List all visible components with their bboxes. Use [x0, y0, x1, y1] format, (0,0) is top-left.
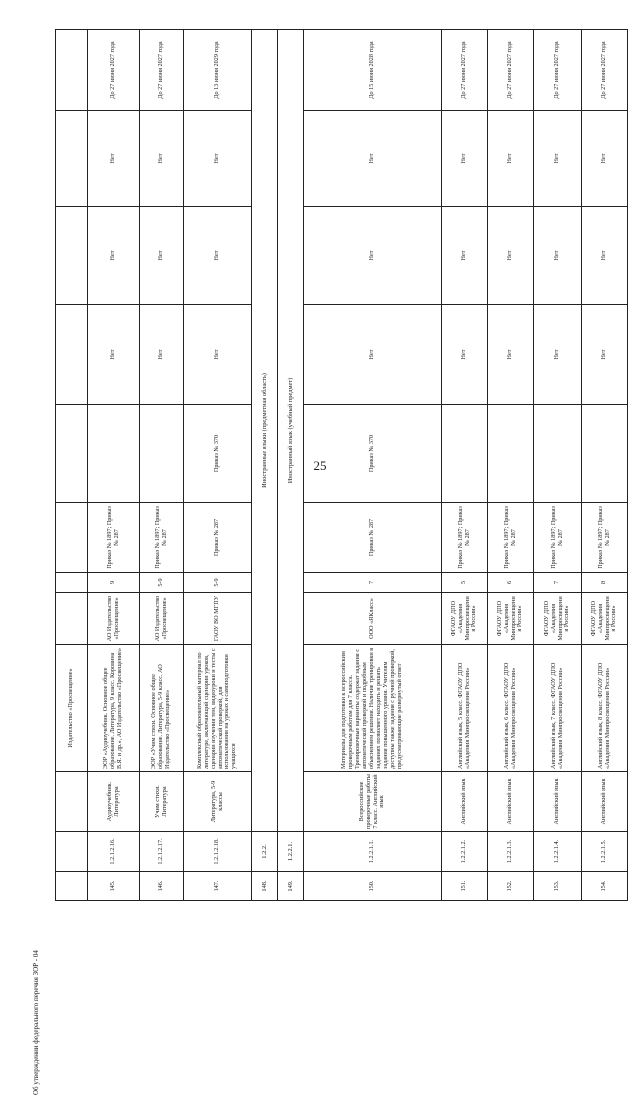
- table-cell: Английский язык, 7 класс. ФГАОУ ДПО «Академия Минпросвещения России»: [534, 645, 582, 772]
- table-cell: АО Издательство «Просвещение»: [88, 593, 140, 645]
- table-cell: Нет: [184, 111, 252, 207]
- table-cell: Английский язык: [488, 772, 534, 832]
- table-cell: Приказ № 1897; Приказ № 287: [88, 503, 140, 573]
- table-cell: Английский язык: [534, 772, 582, 832]
- table-cell: [56, 832, 88, 872]
- publisher-fragment: Издательство «Просвещение»: [56, 645, 88, 772]
- table-cell: 1.2.2.1.4.: [534, 832, 582, 872]
- table-cell: До 27 июня 2027 года: [488, 30, 534, 111]
- table-cell: 148.: [252, 872, 278, 901]
- table-cell: Приказ № 287: [304, 503, 442, 573]
- table-cell: 1.2.2.1.5.: [582, 832, 628, 872]
- table-cell: [56, 772, 88, 832]
- table-cell: До 15 июня 2028 года: [304, 30, 442, 111]
- table-cell: Приказ № 287: [184, 503, 252, 573]
- table-cell: [56, 503, 88, 573]
- table-cell: Нет: [488, 207, 534, 305]
- table-cell: Нет: [582, 207, 628, 305]
- table-cell: 146.: [140, 872, 184, 901]
- table-cell: 149.: [278, 872, 304, 901]
- table-cell: [488, 405, 534, 503]
- table-cell: Приказ № 1897; Приказ № 287: [488, 503, 534, 573]
- page-number: 25: [313, 458, 327, 473]
- table-cell: 153.: [534, 872, 582, 901]
- table-cell: Комплексный образовательный материал по литературе, включающий сценарии уроков, сценарии изучения тем, видеоуроки и тесты с автоматической проверкой, для использования на уроках и самоподготовки учащихся: [184, 645, 252, 772]
- table-cell: Нет: [534, 207, 582, 305]
- table-cell: 9: [88, 573, 140, 593]
- table-row: [488, 30, 534, 901]
- table-cell: Нет: [304, 207, 442, 305]
- section-heading: Иностранный язык (учебный предмет): [278, 30, 304, 832]
- table-cell: [56, 872, 88, 901]
- table-cell: До 27 июня 2027 года: [442, 30, 488, 111]
- table-cell: Нет: [442, 305, 488, 405]
- table-cell: Английский язык: [442, 772, 488, 832]
- table-cell: Нет: [442, 207, 488, 305]
- table-cell: ЭОР «Учим стихи. Основное общее образование. Литература, 5-9 класс. АО Издательство «Просвещение»: [140, 645, 184, 772]
- section-row: [278, 30, 304, 901]
- table-row: [442, 30, 488, 901]
- table-cell: 1.2.2.1.3.: [488, 832, 534, 872]
- table-cell: ФГАОУ ДПО «Академия Минпросвещения России»: [442, 593, 488, 645]
- table-cell: Нет: [184, 305, 252, 405]
- table-cell: 5: [442, 573, 488, 593]
- table-cell: Учим стихи. Литература: [140, 772, 184, 832]
- table-cell: Английский язык, 5 класс. ФГАОУ ДПО «Академия Минпросвещения России»: [442, 645, 488, 772]
- table-cell: До 27 июня 2027 года: [88, 30, 140, 111]
- table-cell: Нет: [88, 305, 140, 405]
- table-cell: Нет: [488, 305, 534, 405]
- table-cell: Аудиоучебник. Литература: [88, 772, 140, 832]
- table-row: [582, 30, 628, 901]
- table-cell: [56, 573, 88, 593]
- table-cell: Нет: [582, 111, 628, 207]
- table-cell: [56, 30, 88, 111]
- table-cell: Материалы для подготовки к всероссийским проверочным работам для 7 класса. Тренировочные варианты содержат задания с автоматической проверкой и подробным объяснением решения. Наличие тренировки в заданиях позволяет находить и решать задания повышенного уровня. Учителям доступны также задания с ручной проверкой, предусматривающие развернутый ответ: [304, 645, 442, 772]
- table-cell: Нет: [534, 305, 582, 405]
- table-cell: ФГАОУ ДПО «Академия Минпросвещения России»: [534, 593, 582, 645]
- table-cell: Приказ № 370: [184, 405, 252, 503]
- table-cell: Литература, 5-9 классы: [184, 772, 252, 832]
- section-heading: Иностранные языки (предметная область): [252, 30, 278, 832]
- table-cell: 1.2.1.2.17.: [140, 832, 184, 872]
- table-cell: Нет: [534, 111, 582, 207]
- table-cell: [56, 593, 88, 645]
- table-cell: 5-9: [184, 573, 252, 593]
- table-cell: До 27 июня 2027 года: [582, 30, 628, 111]
- table-cell: [56, 111, 88, 207]
- table-row: [304, 30, 442, 901]
- table-cell: 8: [582, 573, 628, 593]
- table-cell: 1.2.2.1.2.: [442, 832, 488, 872]
- table-cell: 145.: [88, 872, 140, 901]
- table-cell: Нет: [582, 305, 628, 405]
- table-cell: Английский язык, 8 класс. ФГАОУ ДПО «Академия Минпросвещения России»: [582, 645, 628, 772]
- table-row: [140, 30, 184, 901]
- table-cell: Английский язык: [582, 772, 628, 832]
- table-cell: [88, 405, 140, 503]
- table-cell: Нет: [88, 111, 140, 207]
- table-cell: Приказ № 1897; Приказ № 287: [442, 503, 488, 573]
- table-cell: Английский язык, 6 класс. ФГАОУ ДПО «Академия Минпросвещения России»: [488, 645, 534, 772]
- table-cell: ФГАОУ ДПО «Академия Минпросвещения России»: [582, 593, 628, 645]
- table-cell: Нет: [88, 207, 140, 305]
- table-cell: [140, 405, 184, 503]
- table-cell: 1.2.2.: [252, 832, 278, 872]
- table-row: [184, 30, 252, 901]
- table-cell: 1.2.2.1.1.: [304, 832, 442, 872]
- table-cell: 5-9: [140, 573, 184, 593]
- table-cell: 152.: [488, 872, 534, 901]
- table-cell: Приказ № 1897; Приказ № 287: [534, 503, 582, 573]
- table-cell: 7: [304, 573, 442, 593]
- table-row: [88, 30, 140, 901]
- table-cell: Нет: [488, 111, 534, 207]
- table-cell: Приказ № 1897; Приказ № 287: [582, 503, 628, 573]
- table-cell: Нет: [304, 111, 442, 207]
- table-cell: АО Издательство «Просвещение»: [140, 593, 184, 645]
- table-row: [56, 30, 88, 901]
- table-cell: [442, 405, 488, 503]
- table-cell: До 27 июня 2027 года: [534, 30, 582, 111]
- table-cell: ФГАОУ ДПО «Академия Минпросвещения России»: [488, 593, 534, 645]
- table-cell: ГАОУ ВО МГПУ: [184, 593, 252, 645]
- table-cell: Нет: [184, 207, 252, 305]
- table-cell: Нет: [442, 111, 488, 207]
- section-row: [252, 30, 278, 901]
- register-table-frame: [55, 30, 618, 901]
- table-cell: ЭОР «Аудиоучебник. Основное общее образование. Литература, 9 класс. Коровина В.Я. и др.», АО Издательство «Просвещение»: [88, 645, 140, 772]
- register-table: [55, 29, 628, 901]
- table-cell: Нет: [304, 305, 442, 405]
- table-cell: Всероссийские проверочные работы 7 класс. Английский язык: [304, 772, 442, 832]
- table-cell: [534, 405, 582, 503]
- table-cell: До 13 июня 2029 года: [184, 30, 252, 111]
- table-cell: [56, 305, 88, 405]
- table-cell: 1.2.1.2.16.: [88, 832, 140, 872]
- table-cell: 147.: [184, 872, 252, 901]
- table-cell: Нет: [140, 111, 184, 207]
- table-cell: Нет: [140, 207, 184, 305]
- table-cell: 150.: [304, 872, 442, 901]
- table-cell: 6: [488, 573, 534, 593]
- table-cell: 1.2.1.2.18.: [184, 832, 252, 872]
- table-cell: 7: [534, 573, 582, 593]
- table-cell: Приказ № 1897; Приказ № 287: [140, 503, 184, 573]
- table-row: [534, 30, 582, 901]
- table-cell: ООО «ЯКласс»: [304, 593, 442, 645]
- table-cell: Нет: [140, 305, 184, 405]
- table-cell: До 27 июня 2027 года: [140, 30, 184, 111]
- table-cell: 151.: [442, 872, 488, 901]
- document-footer: Об утверждении федерального перечня ЗОР - 04: [32, 950, 40, 1095]
- table-cell: Приказ № 370: [304, 405, 442, 503]
- table-cell: [56, 405, 88, 503]
- table-cell: [56, 207, 88, 305]
- table-cell: 1.2.2.1.: [278, 832, 304, 872]
- table-cell: 154.: [582, 872, 628, 901]
- table-cell: [582, 405, 628, 503]
